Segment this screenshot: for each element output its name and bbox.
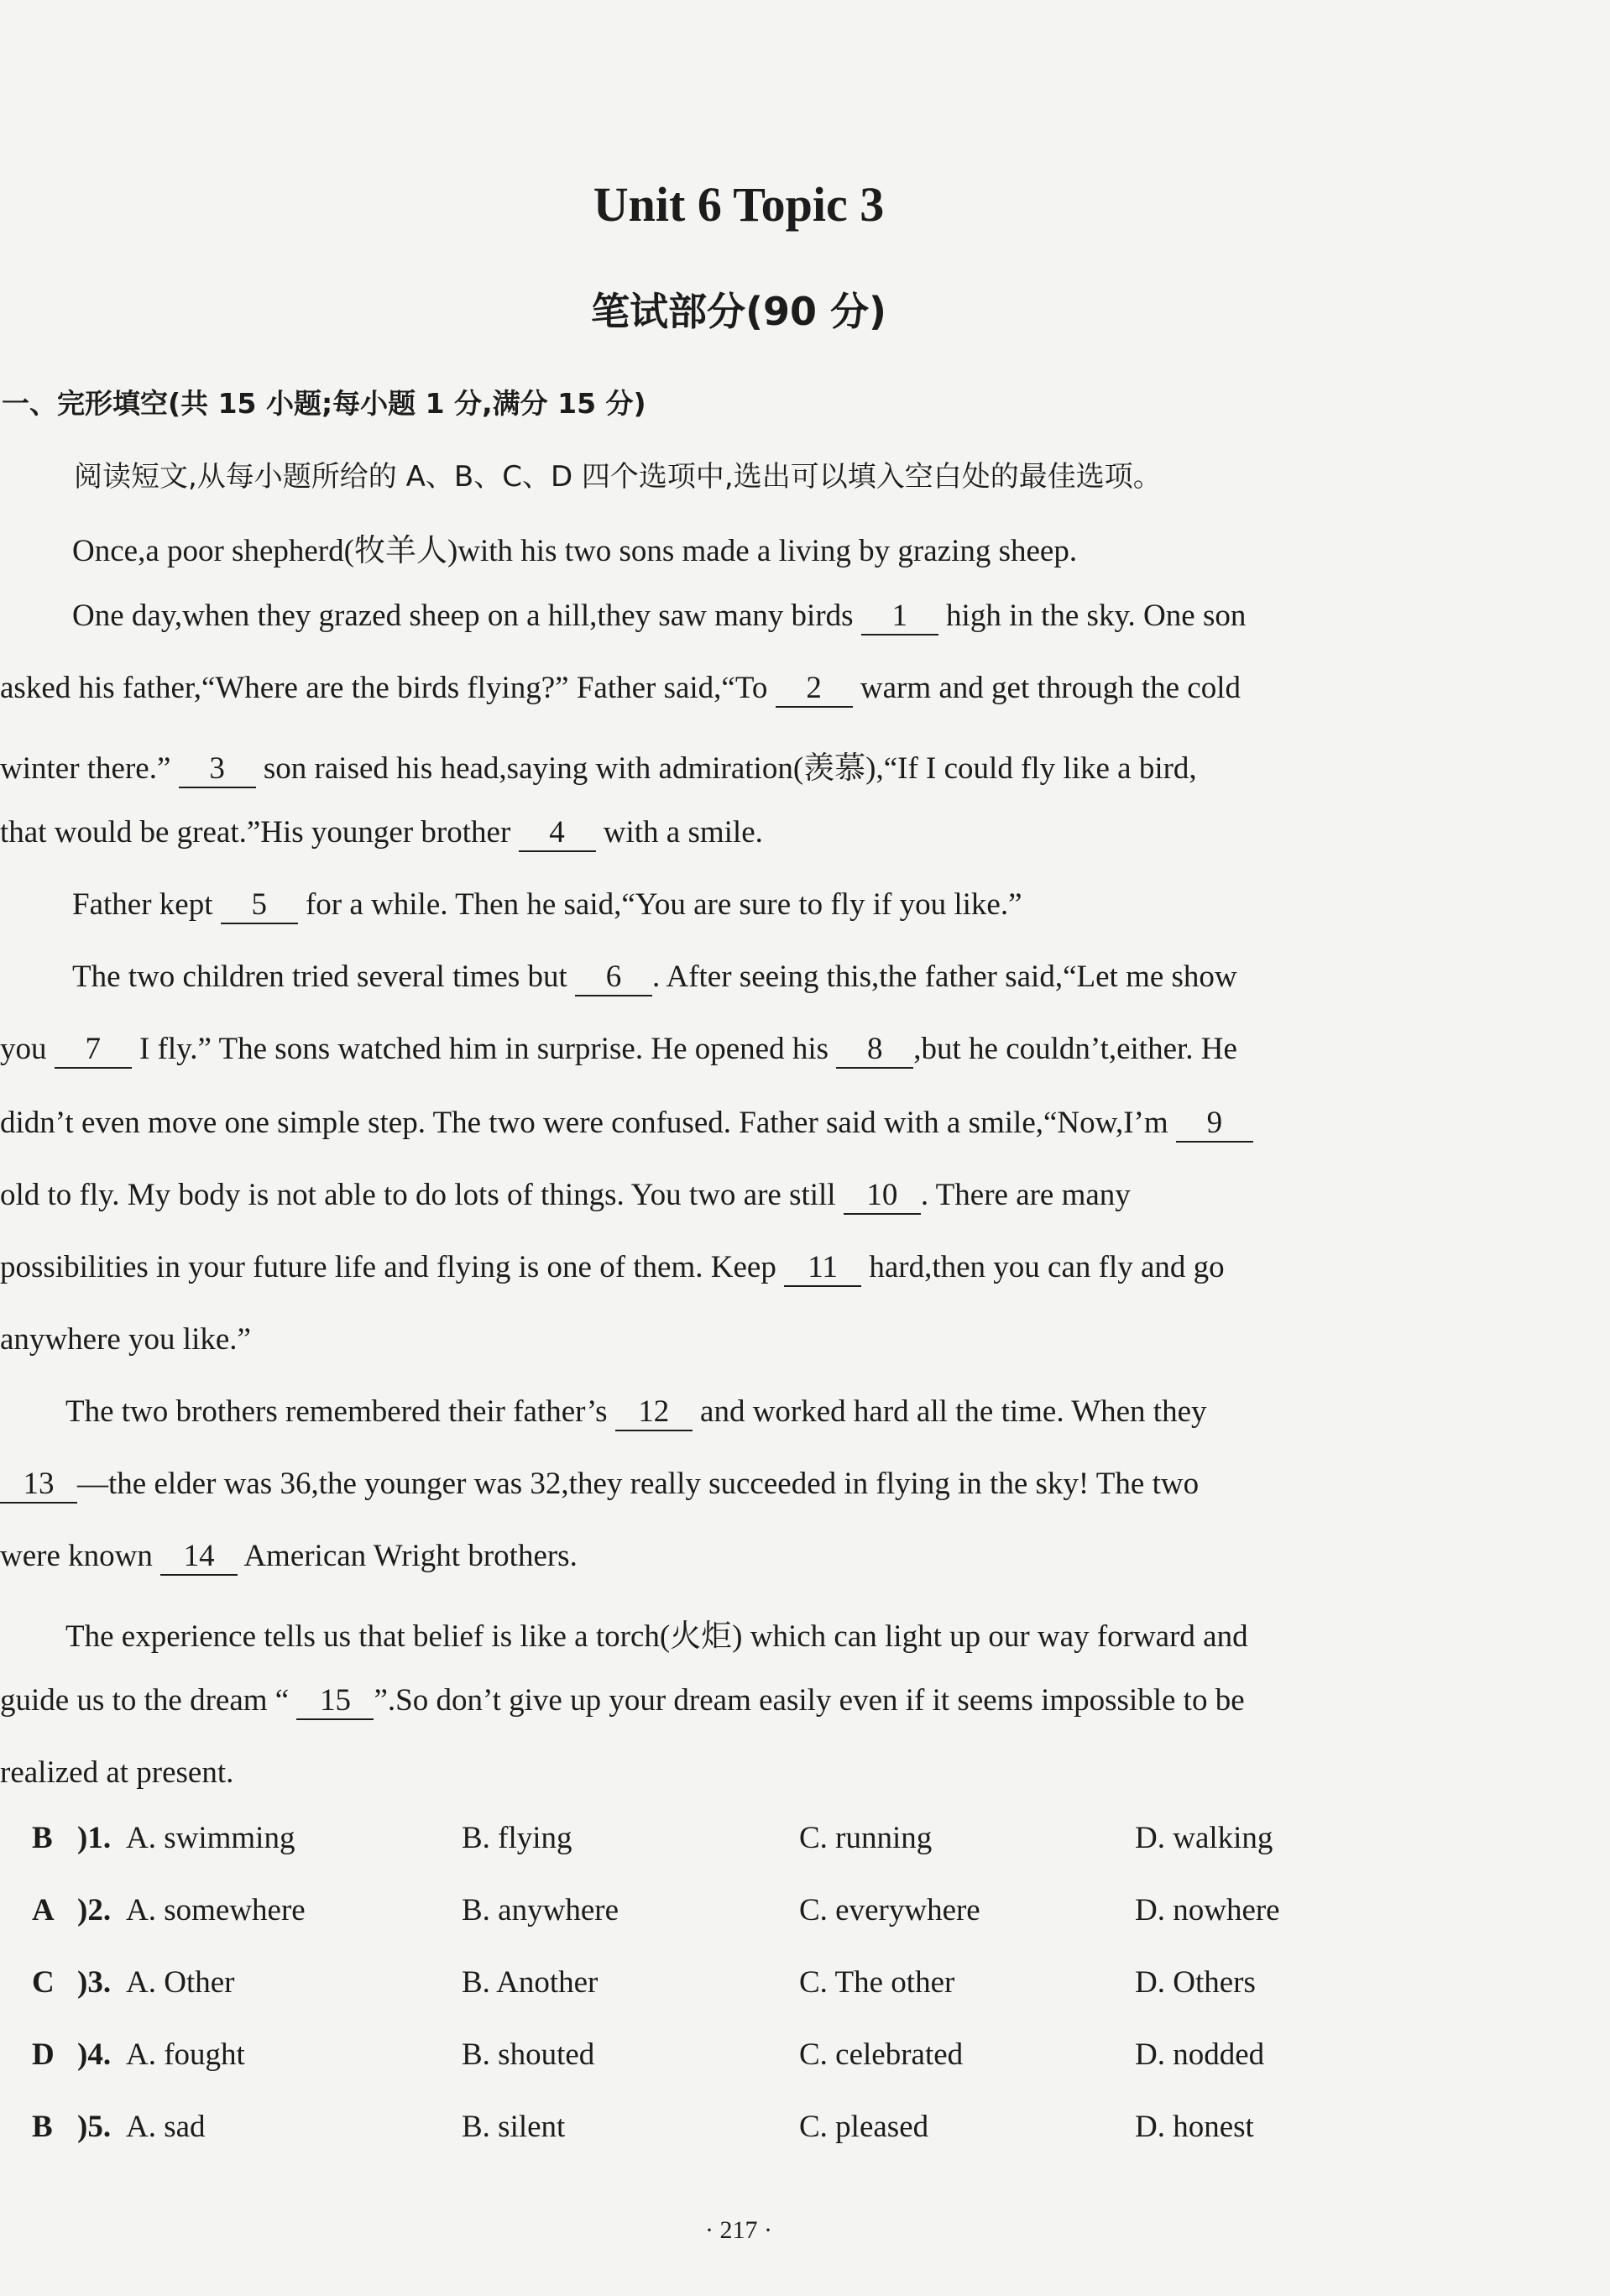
blank-1: 1 [861,599,938,635]
blank-3: 3 [179,752,256,788]
passage-line [72,598,1246,635]
passage-line [0,1177,1131,1215]
option-b: B. silent [462,2110,566,2144]
blank-6: 6 [575,960,652,996]
instructions: 阅读短文,从每小题所给的 A、B、C、D 四个选项中,选出可以填入空白处的最佳选项。 [74,460,1162,494]
option-c: C. The other [799,1965,955,2000]
option-d: D. honest [1135,2110,1254,2144]
page-number: · 217 · [705,2216,772,2244]
option-b: B. anywhere [462,1893,619,1927]
passage-line [0,1538,578,1576]
passage-text: hard,then you can fly and go [861,1250,1225,1284]
question-number: )2. [77,1893,112,1927]
passage-line [0,1466,1199,1504]
passage-text: American Wright brothers. [238,1539,578,1573]
blank-12: 12 [615,1395,693,1431]
option-b: B. shouted [462,2037,595,2072]
option-c: C. pleased [799,2110,929,2144]
passage-line [0,814,763,852]
option-d: D. nowhere [1135,1893,1280,1927]
option-c: C. everywhere [799,1893,980,1927]
passage-line [72,525,1077,570]
option-b: B. Another [462,1965,599,2000]
passage-text: Once,a poor shepherd(牧羊人)with his two sons made a living by grazing sheep. [72,534,1078,568]
option-d: D. Others [1135,1965,1256,2000]
passage-text: son raised his head,saying with admiration(羡慕),“If I could fly like a bird, [255,751,1197,786]
blank-5: 5 [221,888,298,924]
passage-text: asked his father,“Where are the birds flying?” Father said,“To [0,671,776,705]
option-a: A. swimming [126,1821,295,1855]
passage-text: and worked hard all the time. When they [692,1394,1207,1429]
question-number: )4. [77,2037,112,2072]
answer-letter: B [32,1821,53,1855]
page-title: Unit 6 Topic 3 [593,177,885,232]
blank-11: 11 [784,1251,861,1287]
question-number: )3. [77,1965,112,2000]
passage-text: —the elder was 36,the younger was 32,they really succeeded in flying in the sky! The two [77,1467,1200,1501]
blank-9: 9 [1176,1106,1253,1143]
passage-line [72,959,1237,996]
passage-line [0,742,1197,788]
answer-letter: C [32,1965,55,2000]
passage-text: you [0,1032,55,1066]
passage-text: winter there.” [0,751,179,786]
option-a: A. sad [126,2110,206,2144]
passage-text: The two children tried several times but [72,960,576,994]
option-c: C. celebrated [799,2037,964,2072]
passage-text: were known [0,1539,161,1573]
passage-line [65,1610,1248,1655]
option-b: B. flying [462,1821,572,1855]
passage-line [0,1321,251,1357]
passage-text: that would be great.”His younger brother [0,815,519,850]
passage-line [0,1105,1253,1143]
passage-text: guide us to the dream “ [0,1683,297,1718]
passage-text: anywhere you like.” [0,1322,251,1357]
passage-text: realized at present. [0,1755,234,1790]
passage-text: old to fly. My body is not able to do lots of things. You two are still [0,1178,844,1212]
passage-line [0,1249,1225,1287]
blank-14: 14 [160,1540,238,1576]
passage-line [0,1755,233,1791]
answer-letter: D [32,2037,55,2072]
passage-text: warm and get through the cold [852,671,1241,705]
passage-line [72,886,1022,924]
passage-text: didn’t even move one simple step. The two were confused. Father said with a smile,“Now,I’m [0,1106,1176,1140]
section-subtitle: 笔试部分(90 分) [590,289,887,334]
passage-text: possibilities in your future life and flying is one of them. Keep [0,1250,785,1284]
passage-line [0,1682,1245,1720]
passage-text: for a while. Then he said,“You are sure to fly if you like.” [297,887,1022,922]
passage-text: high in the sky. One son [938,599,1247,633]
blank-8: 8 [836,1033,913,1069]
passage-text: with a smile. [595,815,763,850]
passage-text: . There are many [920,1178,1131,1212]
passage-text: The two brothers remembered their father’s [65,1394,615,1429]
passage-text: Father kept [72,887,221,922]
answer-letter: A [32,1893,55,1927]
blank-15: 15 [296,1684,374,1720]
section-heading: 一、完形填空(共 15 小题;每小题 1 分,满分 15 分) [2,387,646,420]
passage-text: ”.So don’t give up your dream easily even if it seems impossible to be [374,1683,1245,1718]
passage-text: . After seeing this,the father said,“Let me show [652,960,1237,994]
blank-13: 13 [0,1467,77,1504]
option-c: C. running [799,1821,933,1855]
passage-line [0,670,1241,708]
passage-line [65,1394,1207,1431]
passage-text: One day,when they grazed sheep on a hill,they saw many birds [72,599,861,633]
option-d: D. walking [1135,1821,1273,1855]
passage-text: I fly.” The sons watched him in surprise. He opened his [131,1032,829,1066]
blank-10: 10 [844,1179,921,1215]
question-number: )5. [77,2110,112,2144]
answer-letter: B [32,2110,53,2144]
passage-text: The experience tells us that belief is like a torch(火炬) which can light up our way forward and [65,1619,1248,1654]
blank-7: 7 [55,1033,132,1069]
option-a: A. Other [126,1965,235,2000]
question-number: )1. [77,1821,112,1855]
passage-line [0,1031,1237,1069]
blank-4: 4 [519,816,596,852]
option-d: D. nodded [1135,2037,1265,2072]
blank-2: 2 [776,672,853,708]
option-a: A. fought [126,2037,245,2072]
passage-text: ,but he couldn’t,either. He [913,1032,1237,1066]
option-a: A. somewhere [126,1893,306,1927]
